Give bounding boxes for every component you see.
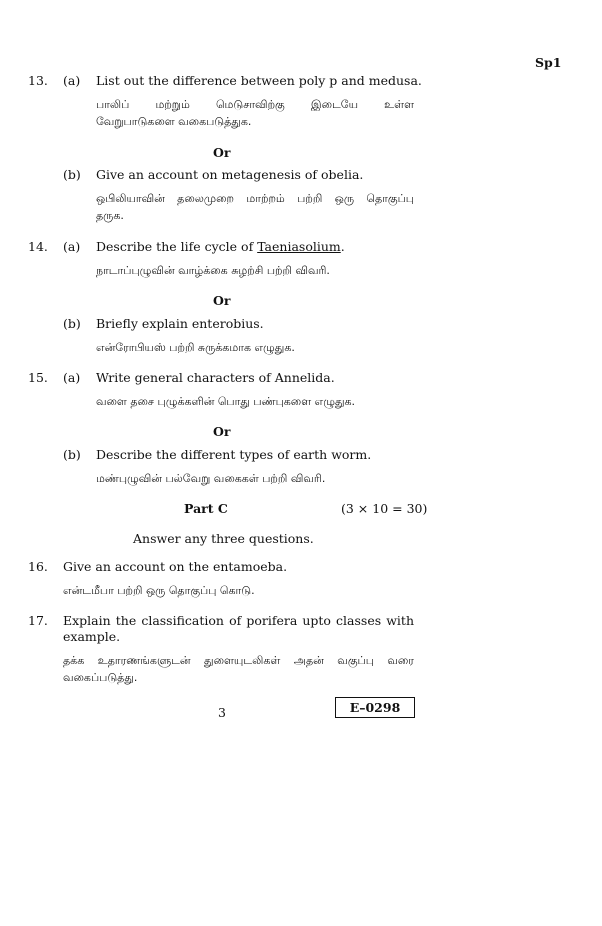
q15a-english: Write general characters of Annelida. xyxy=(96,370,335,385)
paper-code-box xyxy=(335,697,415,718)
q13b-tamil-line1: ஒபிலியாவின் தலைமுறை மாற்றம் பற்றி ஒரு தொகுப்பு xyxy=(96,192,414,205)
q13b-tamil-line2: தருக. xyxy=(96,209,124,222)
question-number-13: 13. xyxy=(28,73,48,88)
q17-english-line1: Explain the classification of porifera upto classes with xyxy=(63,613,414,628)
q14b-english: Briefly explain enterobius. xyxy=(96,316,264,331)
q13b-label: (b) xyxy=(63,167,81,182)
q13b-english: Give an account on metagenesis of obelia. xyxy=(96,167,364,182)
question-number-15: 15. xyxy=(28,370,48,385)
q14b-label: (b) xyxy=(63,316,81,331)
part-c-marks: (3 × 10 = 30) xyxy=(341,501,428,516)
q16-tamil: என்டமீபா பற்றி ஒரு தொகுப்பு கொடு. xyxy=(63,584,255,597)
q15a-tamil: வளை தசை புழுக்களின் பொது பண்புகளை எழுதுக. xyxy=(96,395,356,408)
q17-english-line2: example. xyxy=(63,629,121,644)
q13-or: Or xyxy=(213,145,231,160)
q15a-label: (a) xyxy=(63,370,81,385)
header-code: Sp1 xyxy=(535,55,562,70)
q17-tamil-line1: தக்க உதாரணங்களுடன் துளையுடலிகள் அதன் வகுப்பு வரை xyxy=(63,654,414,667)
q14a-label: (a) xyxy=(63,239,81,254)
page-number: 3 xyxy=(218,705,226,720)
q14-or: Or xyxy=(213,293,231,308)
question-number-16: 16. xyxy=(28,559,48,574)
q15b-tamil: மண்புழுவின் பல்வேறு வகைகள் பற்றி விவரி. xyxy=(96,472,326,485)
q15-or: Or xyxy=(213,424,231,439)
question-number-14: 14. xyxy=(28,239,48,254)
q15b-label: (b) xyxy=(63,447,81,462)
q14a-species-name: Taeniasolium xyxy=(257,239,341,254)
q17-tamil-line2: வகைப்படுத்து. xyxy=(63,671,138,684)
q14a-english-suffix: . xyxy=(340,239,345,254)
q14a-english xyxy=(96,239,345,254)
q13a-tamil-line2: வேறுபாடுகளை வகைபடுத்துக. xyxy=(96,115,252,128)
q15b-english: Describe the different types of earth worm. xyxy=(96,447,372,462)
q14a-english-prefix: Describe the life cycle of xyxy=(96,239,258,254)
q13a-english: List out the difference between poly p and medusa. xyxy=(96,73,422,88)
q14b-tamil: என்ரோபியஸ் பற்றி சுருக்கமாக எழுதுக. xyxy=(96,341,295,354)
question-number-17: 17. xyxy=(28,613,48,628)
q16-english: Give an account on the entamoeba. xyxy=(63,559,288,574)
q14a-tamil: நாடாப்புழுவின் வாழ்க்கை சுழற்சி பற்றி விவரி. xyxy=(96,264,330,277)
paper-code: E–0298 xyxy=(349,700,401,715)
q13a-tamil-line1: பாலிப் மற்றும் மெடுசாவிற்கு இடையே உள்ள xyxy=(96,98,414,111)
part-c-title: Part C xyxy=(184,501,228,516)
q13a-label: (a) xyxy=(63,73,81,88)
part-c-instruction: Answer any three questions. xyxy=(133,531,314,546)
